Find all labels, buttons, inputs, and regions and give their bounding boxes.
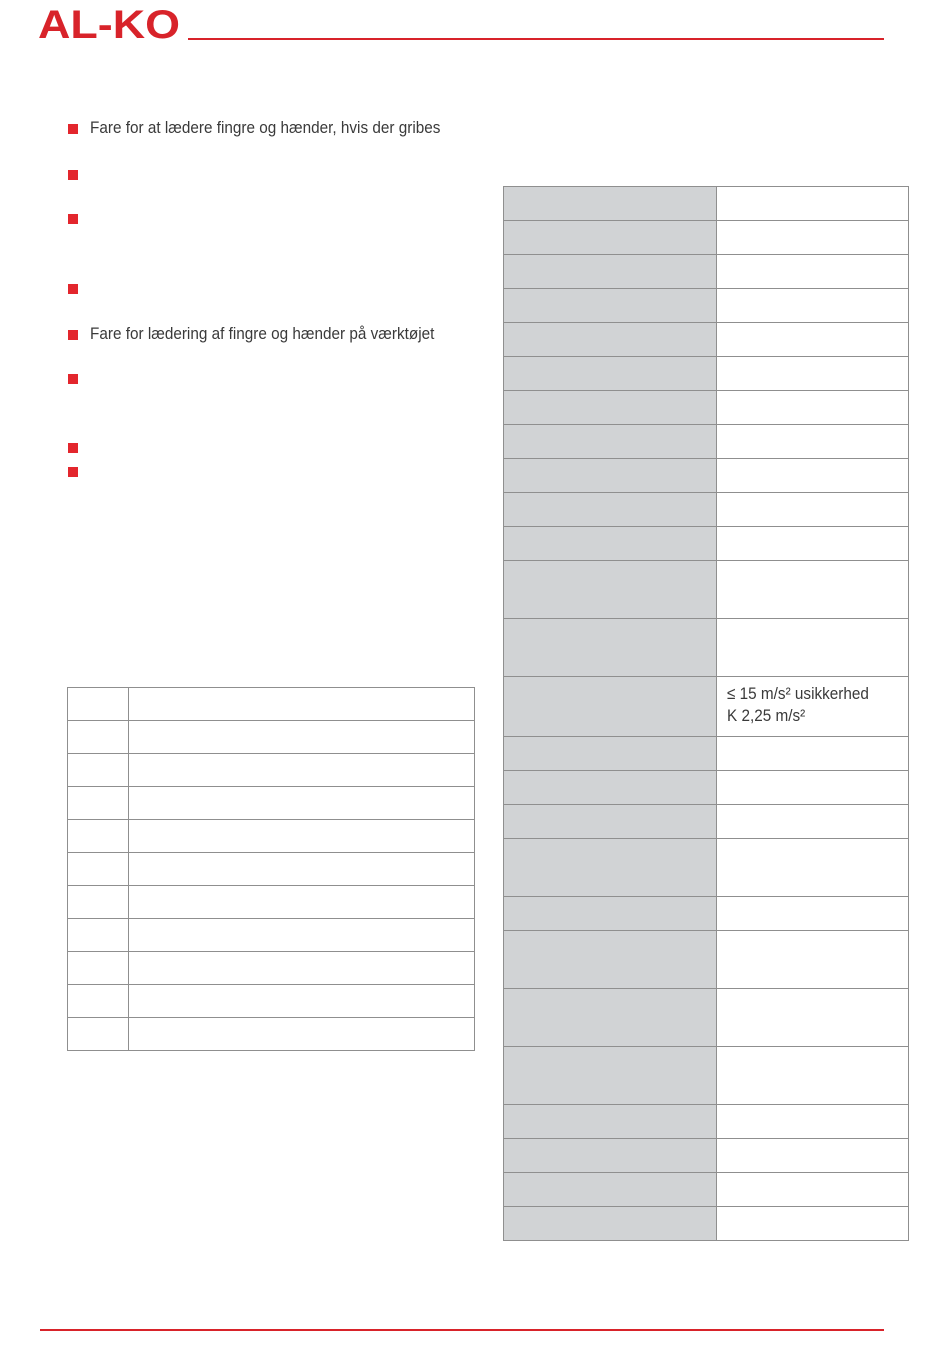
table-row <box>504 493 909 527</box>
table-row <box>504 391 909 425</box>
table-row <box>68 886 475 919</box>
part-name-cell <box>129 820 475 853</box>
spec-label-cell <box>504 771 717 805</box>
bullet-square-icon <box>68 374 78 384</box>
part-name-cell <box>129 721 475 754</box>
table-row <box>68 985 475 1018</box>
spec-label-cell <box>504 425 717 459</box>
table-row <box>504 221 909 255</box>
header-rule <box>188 38 884 40</box>
table-row <box>504 459 909 493</box>
spec-label-cell <box>504 391 717 425</box>
table-row <box>68 787 475 820</box>
table-row <box>504 737 909 771</box>
spec-label-cell <box>504 989 717 1047</box>
spec-value-cell <box>717 425 909 459</box>
footer-rule <box>40 1329 884 1331</box>
part-number-cell <box>68 754 129 787</box>
spec-value-cell <box>717 1047 909 1105</box>
table-row <box>504 1105 909 1139</box>
table-row <box>68 688 475 721</box>
spec-label-cell <box>504 561 717 619</box>
table-row <box>504 1139 909 1173</box>
bullet-text: Fare for at lædere fingre og hænder, hvis der gribes <box>90 118 441 137</box>
part-number-cell <box>68 688 129 721</box>
table-row <box>504 527 909 561</box>
table-row <box>68 952 475 985</box>
table-row <box>504 771 909 805</box>
table-row <box>504 255 909 289</box>
spec-label-cell <box>504 897 717 931</box>
spec-label-cell <box>504 323 717 357</box>
table-row <box>504 931 909 989</box>
table-row <box>68 853 475 886</box>
part-name-cell <box>129 688 475 721</box>
spec-label-cell <box>504 619 717 677</box>
vibration-value-line2: K 2,25 m/s² <box>727 706 806 725</box>
spec-value-cell <box>717 493 909 527</box>
part-number-cell <box>68 721 129 754</box>
table-row <box>504 897 909 931</box>
part-number-cell <box>68 1018 129 1051</box>
al-ko-logo <box>38 4 182 42</box>
spec-value-cell <box>717 737 909 771</box>
table-row <box>504 561 909 619</box>
part-number-cell <box>68 820 129 853</box>
spec-value-cell <box>717 323 909 357</box>
spec-label-cell <box>504 737 717 771</box>
table-row <box>68 721 475 754</box>
spec-value-cell <box>717 459 909 493</box>
table-row <box>68 820 475 853</box>
part-number-cell <box>68 985 129 1018</box>
part-number-cell <box>68 853 129 886</box>
spec-value-cell <box>717 931 909 989</box>
spec-value-cell <box>717 1207 909 1241</box>
table-row <box>504 677 909 737</box>
spec-value-cell <box>717 897 909 931</box>
bullet-square-icon <box>68 214 78 224</box>
spec-label-cell <box>504 1139 717 1173</box>
bullet-square-icon <box>68 284 78 294</box>
technical-data-table <box>503 186 909 1241</box>
part-name-cell <box>129 853 475 886</box>
bullet-square-icon <box>68 124 78 134</box>
spec-value-cell <box>717 619 909 677</box>
spec-label-cell <box>504 839 717 897</box>
spec-label-cell <box>504 289 717 323</box>
bullet-square-icon <box>68 467 78 477</box>
spec-label-cell <box>504 255 717 289</box>
spec-label-cell <box>504 357 717 391</box>
table-row <box>504 187 909 221</box>
part-name-cell <box>129 787 475 820</box>
part-number-cell <box>68 919 129 952</box>
vibration-value-cell <box>717 677 909 737</box>
spec-value-cell <box>717 839 909 897</box>
spec-label-cell <box>504 527 717 561</box>
spec-value-cell <box>717 771 909 805</box>
spec-value-cell <box>717 357 909 391</box>
table-row <box>68 754 475 787</box>
spec-value-cell <box>717 221 909 255</box>
spec-value-cell <box>717 1139 909 1173</box>
spec-value-cell <box>717 289 909 323</box>
spec-label-cell <box>504 1105 717 1139</box>
part-name-cell <box>129 754 475 787</box>
parts-table <box>67 687 475 1051</box>
part-name-cell <box>129 886 475 919</box>
bullet-square-icon <box>68 330 78 340</box>
bullet-text: Fare for lædering af fingre og hænder på værktøjet <box>90 324 435 343</box>
spec-label-cell <box>504 931 717 989</box>
table-row <box>504 619 909 677</box>
spec-value-cell <box>717 1173 909 1207</box>
part-number-cell <box>68 886 129 919</box>
table-row <box>504 425 909 459</box>
spec-label-cell <box>504 805 717 839</box>
table-row <box>68 919 475 952</box>
table-row <box>504 357 909 391</box>
spec-value-cell <box>717 187 909 221</box>
bullet-square-icon <box>68 170 78 180</box>
logo-text: AL-KO <box>38 4 180 42</box>
spec-label-cell <box>504 187 717 221</box>
table-row <box>504 989 909 1047</box>
table-row <box>504 289 909 323</box>
spec-value-cell <box>717 527 909 561</box>
spec-value-cell <box>717 561 909 619</box>
spec-value-cell <box>717 989 909 1047</box>
table-row <box>504 1047 909 1105</box>
spec-value-cell <box>717 805 909 839</box>
table-row <box>504 805 909 839</box>
spec-label-cell <box>504 221 717 255</box>
part-number-cell <box>68 787 129 820</box>
table-row <box>68 1018 475 1051</box>
spec-label-cell <box>504 1047 717 1105</box>
part-name-cell <box>129 1018 475 1051</box>
spec-value-cell <box>717 1105 909 1139</box>
spec-value-cell <box>717 391 909 425</box>
part-name-cell <box>129 985 475 1018</box>
part-name-cell <box>129 919 475 952</box>
spec-label-cell <box>504 459 717 493</box>
table-row <box>504 839 909 897</box>
bullet-square-icon <box>68 443 78 453</box>
spec-label-cell <box>504 1173 717 1207</box>
table-row <box>504 1173 909 1207</box>
spec-label-cell <box>504 1207 717 1241</box>
spec-label-cell <box>504 493 717 527</box>
table-row <box>504 323 909 357</box>
table-row <box>504 1207 909 1241</box>
vibration-value-line1: ≤ 15 m/s² usikkerhed <box>727 684 869 703</box>
spec-value-cell <box>717 255 909 289</box>
part-number-cell <box>68 952 129 985</box>
part-name-cell <box>129 952 475 985</box>
spec-label-cell <box>504 677 717 737</box>
